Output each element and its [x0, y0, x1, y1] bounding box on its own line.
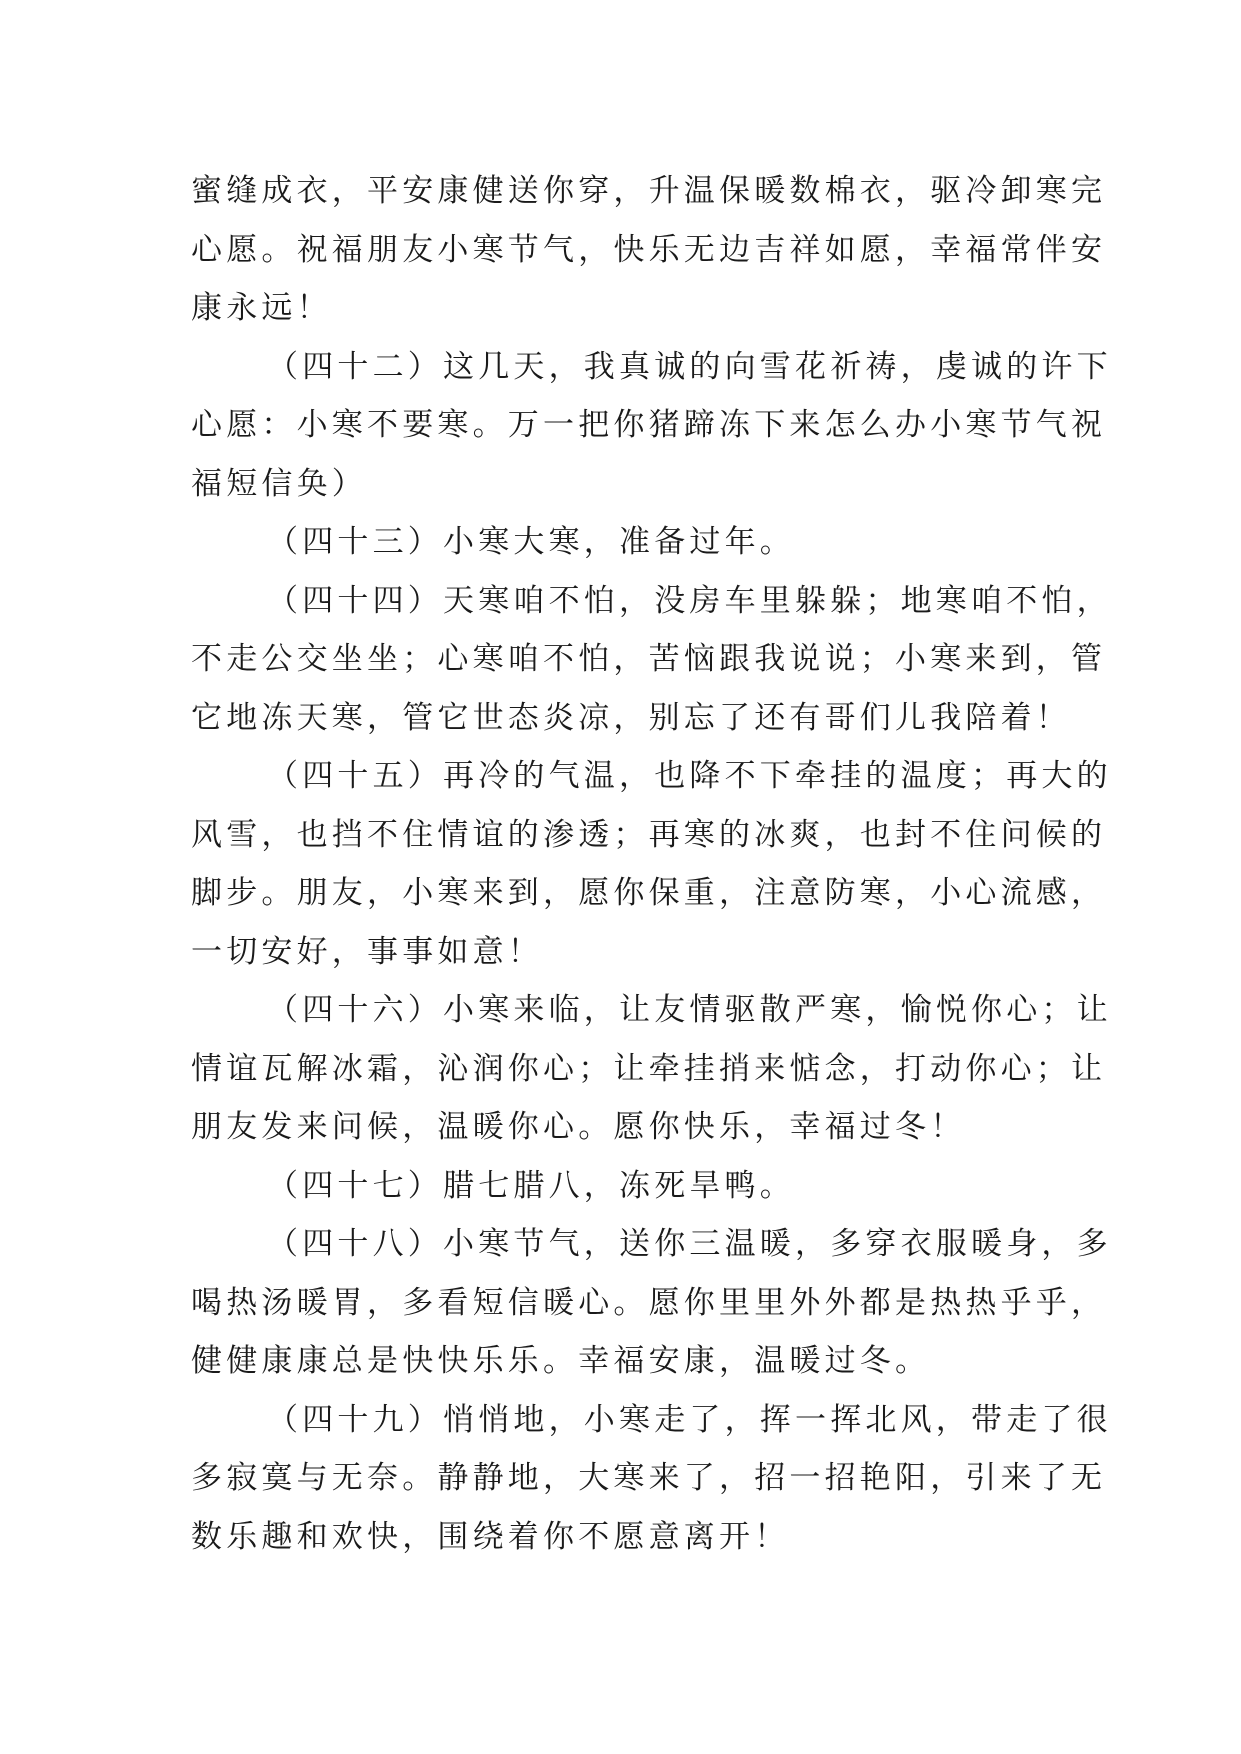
text-line: 情谊瓦解冰霜，沁润你心；让牵挂捎来惦念，打动你心；让 [191, 1050, 1107, 1087]
paragraph-44 [191, 572, 1112, 748]
text-line: （四十六）小寒来临，让友情驱散严寒，愉悦你心；让 [267, 992, 1112, 1028]
paragraph-48 [191, 1215, 1112, 1391]
text-line: （四十三）小寒大寒，准备过年。 [267, 524, 795, 560]
text-line: 风雪，也挡不住情谊的渗透；再寒的冰爽，也封不住问候的 [191, 816, 1107, 853]
paragraph-46 [191, 981, 1112, 1157]
text-line: 朋友发来问候，温暖你心。愿你快乐，幸福过冬！ [191, 1109, 966, 1145]
paragraph-43 [191, 513, 1053, 572]
text-line: （四十八）小寒节气，送你三温暖，多穿衣服暖身，多 [267, 1226, 1112, 1262]
text-line: （四十九）悄悄地，小寒走了，挥一挥北风，带走了很 [267, 1401, 1112, 1438]
text-line: 福短信奂） [191, 465, 367, 502]
text-line: 一切安好，事事如意！ [191, 933, 543, 970]
text-line: 蜜缝成衣，平安康健送你穿，升温保暖数棉衣，驱冷卸寒完 [191, 173, 1107, 209]
text-line: 喝热汤暖胃，多看短信暖心。愿你里里外外都是热热乎乎， [191, 1284, 1107, 1321]
paragraph-45 [191, 747, 1112, 981]
document-body [191, 162, 1112, 1566]
paragraph-continuation [191, 162, 1107, 338]
text-line: 心愿：小寒不要寒。万一把你猪蹄冻下来怎么办小寒节气祝 [191, 407, 1107, 443]
text-line: 数乐趣和欢快，围绕着你不愿意离开！ [191, 1518, 790, 1555]
text-line: 健健康康总是快快乐乐。幸福安康，温暖过冬。 [191, 1343, 931, 1379]
text-line: 多寂寞与无奈。静静地，大寒来了，招一招艳阳，引来了无 [191, 1460, 1107, 1496]
text-line: （四十五）再冷的气温，也降不下牵挂的温度；再大的 [267, 758, 1112, 794]
text-line: 它地冻天寒，管它世态炎凉，别忘了还有哥们儿我陪着！ [191, 699, 1071, 736]
paragraph-42 [191, 338, 1112, 514]
text-line: （四十二）这几天，我真诚的向雪花祈祷，虔诚的许下 [267, 348, 1112, 385]
text-line: （四十四）天寒咱不怕，没房车里躲躲；地寒咱不怕， [267, 582, 1112, 619]
text-line: 心愿。祝福朋友小寒节气，快乐无边吉祥如愿，幸福常伴安 [191, 231, 1107, 268]
paragraph-47 [191, 1157, 1053, 1216]
text-line: （四十七）腊七腊八，冻死旱鸭。 [267, 1167, 795, 1204]
text-line: 康永远！ [191, 290, 332, 326]
text-line: 脚步。朋友，小寒来到，愿你保重，注意防寒，小心流感， [191, 875, 1107, 911]
text-line: 不走公交坐坐；心寒咱不怕，苦恼跟我说说；小寒来到，管 [191, 641, 1107, 677]
paragraph-49 [191, 1391, 1112, 1567]
